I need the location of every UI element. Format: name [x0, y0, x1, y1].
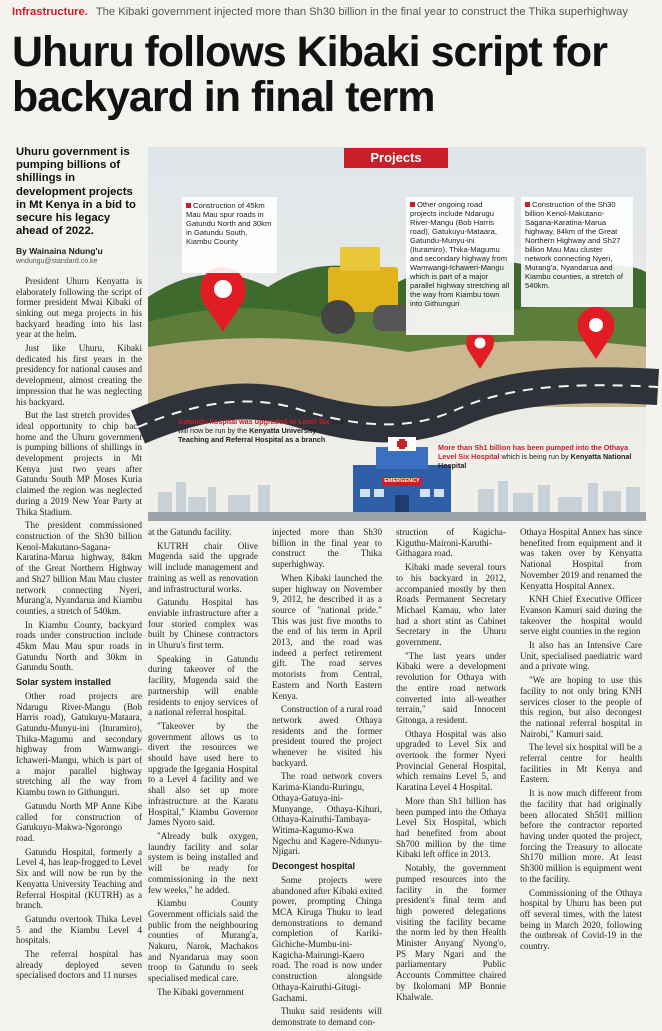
body-column-3 — [396, 527, 506, 1005]
bullet-square-icon — [186, 203, 191, 208]
paragraph: Construction of a rural road network awed Othaya residents and the former president toured the project whenever he visited his backyard. — [272, 704, 383, 768]
caption-bold: Kenyatta University Teaching and Referral Hospital as a branch — [178, 426, 326, 444]
paragraph: Some projects were abandoned after Kibaki exited power, prompting Chinga MCA Kiruga Thuku to lead demonstrations to demand completion of Kariki-Gichiche-Mumbu-ini-Kagicha-Mairungi-Kaero road. The road is now under construction alongside Othaya-Kairuthi-Gitugi-Gachami. — [272, 874, 382, 1003]
caption-text: which is being run by — [501, 452, 569, 461]
paragraph: Just like Uhuru, Kibaki dedicated his first years in the presidency for national causes and development, almost creating the impression that he was neglecting his backyard. — [16, 343, 142, 407]
paragraph: KNH Chief Executive Officer Evanson Kamuri said during the takeover the hospital would serve eight counties in the region — [520, 594, 642, 637]
paragraph: Othaya Hospital was also upgraded to Level Six and overtook the former Nyeri Provincial General Hospital, which remains Level 5, and Karatina Level 4 Hospital. — [396, 728, 506, 793]
callout-kenol-marua-highway — [521, 197, 633, 307]
paragraph: Speaking in Gatundu during takeover of the facility, Mugenda said the partnership will enable residents to enjoy services of a national referral hospital. — [148, 653, 258, 718]
body-column-1 — [148, 527, 258, 1001]
body-column-4 — [520, 527, 642, 955]
bullet-square-icon — [525, 202, 530, 207]
section-label: Infrastructure. — [12, 6, 88, 18]
standfirst: Uhuru government is pumping billions of shillings in development projects in Mt Kenya in a bid to secure his legacy ahead of 2022. — [16, 146, 136, 238]
paragraph: Kiambu County Government officials said the public from the neighbouring counties of Murang'a, Nakuru, Narok, Machakos and Nyandarua may soon troop to Gatundu to seek specialised medical care. — [148, 898, 258, 984]
callout-text: Other ongoing road projects include Ndarugu River-Mangu (Bob Harris road), Gatukuyu-Mataara, Gatundu-Munyu-ini (Ituramiro), Thika-Magumu and secondary highway from Wamwangi-Ichaweri-Mangu which is part of a major parallel highway stretching all the way from Kiambu town into Githunguri — [410, 200, 510, 308]
paragraph: Other road projects are Ndarugu River-Mangu (Bob Harris road), Gatukuyu-Mataara, Gatundu-Munyu-ini (Ituramiro), Thika-Magumu and secondary highway from Wamwangi-Ichaweri-Mangu, which is part of a major parallel highway stretching all the way from Kiambu town to Githunguri. — [16, 690, 142, 798]
caption-highlight: More than Sh1 billion has been pumped into the Othaya Level Six Hospital — [438, 443, 629, 461]
paragraph: "Takeover by the government allows us to divert the resources we should have used here to upgrade the Igegania Hospital to a Level 4 facility and we shall also set up more infrastructure at the Karatu Hospital," Kiambu Governor James Nyoro said. — [148, 720, 258, 828]
callout-mau-mau-spur-roads — [182, 197, 277, 273]
paragraph: It also has an Intensive Care Unit, specialised paediatric ward and a private wing. — [520, 640, 642, 672]
callout-text: Construction of 45km Mau Mau spur roads in Gatundu North and 30km in Gatundu South, Kiambu County — [186, 201, 272, 246]
kicker-line — [12, 6, 652, 24]
paragraph: The Kibaki government — [157, 986, 244, 997]
paragraph: "We are hoping to use this facility to not only bring KNH services closer to the people of this region, but also decongest the national referral hospital in Nairobi," Kamuri said. — [520, 675, 642, 739]
caption-highlight: Gatundu hospital was upgraded to Level Six — [178, 417, 330, 426]
paragraph: When Kibaki launched the super highway on November 9, 2012, he described it as a source of "national pride." This was just five months to the end of his term in April 2013, and the road was indeed a perfect retirement gift. The road serves motorists from Central, Eastern and North Eastern Kenya. — [272, 572, 382, 701]
paragraph: struction of Kagicha-Kiguthu-Maironi-Karuthi-Githagara road. — [396, 527, 506, 559]
paragraph: at the Gatundu facility. — [148, 527, 232, 537]
paragraph: Gatundu North MP Anne Kibe called for construction of Gatukuyu-Makwa-Ngorongo road. — [16, 800, 142, 843]
byline-email: wndungu@standard.co.ke — [16, 258, 98, 266]
paragraph: "The last years under Kibaki were a development revolution for Othaya with the entire road network converted into all-weather terrain," said Innocent Gitonga, a resident. — [396, 650, 506, 725]
infographic-title: Projects — [344, 148, 448, 168]
paragraph: But the last stretch provides an ideal opportunity to chip back home and the Uhuru government is pumping billions of shillings in development projects in Mt Kenya just two years after Gatundu South MP Moses Kuria claimed the region was neglected during a 2019 New Year Party at Thika Stadium. — [16, 410, 142, 517]
callout-text: Construction of the Sh30 billion Kenol-Makutano-Sagana-Karatina-Marua highway, 84km of the Great Northern Highway and Sh27 billion Mau Mau cluster network connecting Nyeri, Murang'a, Nyandarua and Kiambu counties, a stretch of 540km. — [525, 200, 623, 290]
paragraph: Gatundu overtook Thika Level 5 and the Kiambu Level 4 hospitals. — [16, 913, 142, 946]
paragraph: It is now much different from the facility that had originally been allocated Sh501 million before the contractor reported having under quoted the project, forcing the Treasury to allocate Sh170 million more. At least Sh300 million is equipment went to the facility. — [520, 788, 642, 884]
caption-bold: Kenyatta National Hospital — [438, 452, 632, 470]
paragraph: KUTRH chair Olive Mugenda said the upgrade will include management and training as well as renovation and infrastructural works. — [148, 540, 258, 594]
headline: Uhuru follows Kibaki script for backyard in final term — [12, 28, 607, 121]
bullet-square-icon — [410, 202, 415, 207]
paragraph: President Uhuru Kenyatta is elaborately following the script of former president Mwai Kibaki of sinking out mega projects in his backyard heading into his last year at the helm. — [16, 275, 142, 340]
paragraph: The referral hospital has already deployed seven specialised doctors and 11 nurses — [16, 949, 142, 981]
kicker-summary: The Kibaki government injected more than Sh30 billion in the final year to construct the Thika superhighway — [95, 6, 628, 18]
paragraph: Othaya Hospital Annex has since benefited from equipment and it was taken over by Kenyatta National Hospital from November 2019 and renamed the Kenyatta Hospital Annex. — [520, 527, 642, 591]
caption-text: and will now be run by the — [178, 417, 344, 435]
paragraph: Kibaki made several tours to his backyard in 2012, accompanied mostly by then Roads Permanent Secretary Michael Kamau, who later had a short stint as Cabinet Secretary in the Uhuru government. — [396, 562, 506, 648]
subheading: Decongest hospital — [272, 861, 356, 872]
paragraph: More than Sh1 billion has been pumped into the Othaya Level Six Hospital, which had benefited from about Sh700 million by the time Kibaki left office in 2013. — [396, 795, 506, 860]
paragraph: Gatundu Hospital has enviable infrastructure after a four storied complex was built by Chinese contractors in Uhuru's first term. — [148, 597, 258, 651]
intro-column — [16, 146, 142, 984]
emergency-sign: EMERGENCY — [382, 477, 422, 486]
paragraph: Thuku said residents will demonstrate to demand con- — [272, 1006, 382, 1027]
paragraph: The level six hospital will be a referral centre for health facilities in Mt Kenya and Eastern. — [520, 742, 642, 785]
paragraph: The road network covers Karima-Kiandu-Ruringu, Othaya-Gatuya-ini-Munyange, Othaya-Kihuri, Othaya-Kairuthi-Tambaya-Witima-Kagumo-Kwa Ngechu and Kagere-Ndunyu-Njigari. — [272, 771, 382, 857]
paragraph: In Kiambu County, backyard roads under construction include 45km Mau Mau spur roads in Gatundu North and 30km in Gatundu South. — [16, 619, 142, 673]
caption-othaya-hospital — [438, 443, 642, 470]
paragraph: Gatundu Hospital, formerly a Level 4, has leap-frogged to Level Six and will now be run by the Kenyatta University Teaching and Referral Hospital (KUTRH) as a branch. — [16, 846, 142, 911]
caption-gatundu-hospital — [178, 417, 348, 444]
paragraph: "Already bulk oxygen, laundry facility and solar system is being installed and will be ready for commissioning in the next few weeks," he added. — [148, 830, 258, 895]
paragraph: Notably, the government pumped resources into the facility in the former president's final term and high powered delegations visiting the facility became the norm led by then Health Minister Anyang' Nyong'o, PS Mary Ngari and the parliamentary Public Accounts Committee chaired by Ikolomani MP Bonnie Khalwale. — [396, 863, 506, 1002]
body-column-2 — [272, 527, 382, 1031]
paragraph: injected more than Sh30 billion in the final year to construct the Thika superhighway. — [272, 527, 382, 570]
projects-infographic — [148, 147, 646, 521]
paragraph: Commissioning of the Othaya hospital by Uhuru has been put off several times, with the latest being in March 2020, following the outbreak of Covid-19 in the country. — [520, 887, 642, 952]
callout-other-road-projects — [406, 197, 514, 335]
subheading: Solar system installed — [16, 677, 112, 688]
byline: By Wainaina Ndung'u — [16, 246, 103, 257]
paragraph: The president commissioned construction of the Sh30 billion Kenol-Makutano-Sagana-Karatina-Marua highway, 84km of the Great Northern Highway and Sh27 billion Mau Mau cluster network connecting Nyeri, Murang'a, Nyandarua and Kiambu counties, a stretch of 540km. — [16, 520, 142, 616]
